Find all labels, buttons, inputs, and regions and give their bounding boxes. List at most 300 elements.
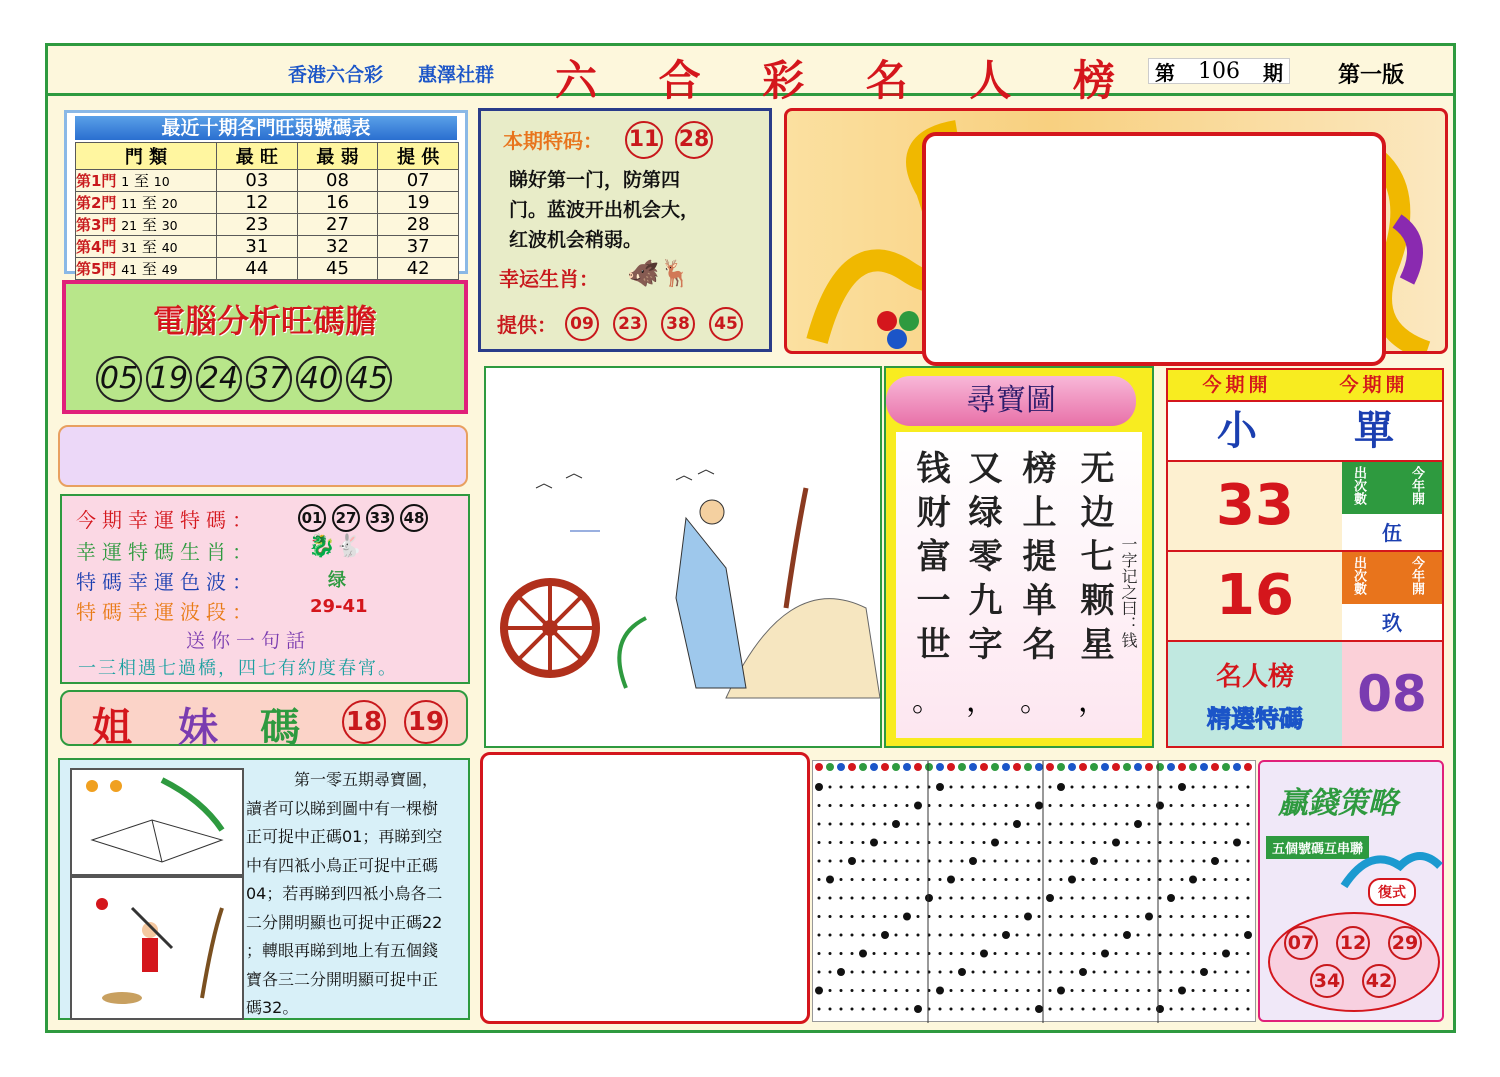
grid-dot bbox=[1236, 823, 1239, 826]
grid-dot bbox=[1093, 897, 1096, 900]
provide-number: 23 bbox=[613, 307, 647, 341]
story-line: 正可捉中正碼01；再睇到空 bbox=[246, 827, 443, 846]
grid-dot bbox=[884, 897, 887, 900]
grid-dot bbox=[837, 968, 845, 976]
grid-dot bbox=[1233, 839, 1241, 847]
grid-dot bbox=[1137, 878, 1140, 881]
open-header-2: 今期開 bbox=[1306, 370, 1442, 402]
grid-dot bbox=[895, 934, 898, 937]
scholar-scene-icon bbox=[486, 368, 880, 746]
strategy-number: 34 bbox=[1310, 964, 1344, 998]
grid-header-dot bbox=[881, 763, 889, 771]
grid-dot bbox=[1049, 934, 1052, 937]
max-cell: 03 bbox=[217, 170, 298, 192]
grid-dot bbox=[1203, 897, 1206, 900]
grid-dot bbox=[873, 878, 876, 881]
grid-dot bbox=[1156, 1005, 1164, 1013]
grid-dot bbox=[1225, 897, 1228, 900]
grid-dot bbox=[1093, 878, 1096, 881]
grid-dot bbox=[895, 952, 898, 955]
title-char: 六 bbox=[555, 56, 598, 105]
grid-dot bbox=[1203, 1008, 1206, 1011]
grid-dot bbox=[1192, 841, 1195, 844]
zodiac-label: 幸运生肖： bbox=[499, 267, 599, 291]
grid-dot bbox=[884, 1008, 887, 1011]
grid-header-dot bbox=[1013, 763, 1021, 771]
grid-dot bbox=[1137, 971, 1140, 974]
grid-dot bbox=[1104, 860, 1107, 863]
grid-header-dot bbox=[826, 763, 834, 771]
grid-header-dot bbox=[1189, 763, 1197, 771]
grid-dot bbox=[950, 786, 953, 789]
grid-dot bbox=[983, 915, 986, 918]
sisters-panel bbox=[60, 690, 468, 751]
grid-dot bbox=[950, 841, 953, 844]
grid-dot bbox=[1016, 841, 1019, 844]
grid-dot bbox=[895, 989, 898, 992]
grid-dot bbox=[994, 860, 997, 863]
story-line: 中有四袛小鳥正可捉中正碼 bbox=[246, 855, 439, 875]
grid-dot bbox=[961, 934, 964, 937]
grid-dot bbox=[1148, 841, 1151, 844]
treasure-poem-area bbox=[896, 432, 1142, 738]
deer-icon: 🦌 bbox=[659, 259, 692, 289]
grid-dot bbox=[950, 934, 953, 937]
grid-dot bbox=[1159, 841, 1162, 844]
grid-dot bbox=[1137, 1008, 1140, 1011]
grid-dot bbox=[1181, 915, 1184, 918]
grid-dot bbox=[1225, 915, 1228, 918]
grid-dot bbox=[1016, 915, 1019, 918]
grid-dot bbox=[1137, 952, 1140, 955]
grid-dot bbox=[917, 934, 920, 937]
grid-dot bbox=[1214, 804, 1217, 807]
grid-dot bbox=[1071, 897, 1074, 900]
grid-dot bbox=[950, 952, 953, 955]
special-number: 28 bbox=[675, 121, 713, 159]
celebrity-subtitle: 精選特碼 bbox=[1207, 705, 1303, 733]
zodiac-animals bbox=[627, 259, 692, 289]
special-line: 红波机会稍弱。 bbox=[509, 229, 643, 251]
grid-dot bbox=[1126, 804, 1129, 807]
grid-header-dot bbox=[1222, 763, 1230, 771]
grid-dot bbox=[994, 989, 997, 992]
grid-dot bbox=[994, 897, 997, 900]
table-row bbox=[76, 258, 459, 280]
give-cell: 28 bbox=[378, 214, 459, 236]
give-cell: 37 bbox=[378, 236, 459, 258]
grid-dot bbox=[1115, 1008, 1118, 1011]
lucky-row1-label: 今期幸運特碼： bbox=[76, 508, 258, 532]
door-label: 第5門 bbox=[76, 260, 117, 278]
grid-dot bbox=[1189, 876, 1197, 884]
lucky-range: 29-41 bbox=[310, 596, 368, 617]
grid-dot bbox=[917, 823, 920, 826]
grid-dot bbox=[961, 915, 964, 918]
title-char: 合 bbox=[658, 56, 701, 105]
grid-header-dot bbox=[1035, 763, 1043, 771]
grid-dot bbox=[1247, 841, 1250, 844]
grid-dot bbox=[851, 878, 854, 881]
grid-dot bbox=[1236, 804, 1239, 807]
grid-dot bbox=[851, 934, 854, 937]
grid-dot bbox=[1123, 931, 1131, 939]
min-cell: 08 bbox=[297, 170, 378, 192]
grid-dot bbox=[1170, 823, 1173, 826]
grid-dot bbox=[829, 934, 832, 937]
grid-dot bbox=[1090, 857, 1098, 865]
grid-dot bbox=[1071, 804, 1074, 807]
grid-dot bbox=[870, 839, 878, 847]
lucky-number: 27 bbox=[332, 504, 360, 532]
grid-dot bbox=[1115, 804, 1118, 807]
grid-dot bbox=[1035, 802, 1043, 810]
grid-dot bbox=[1115, 823, 1118, 826]
grid-dot bbox=[939, 841, 942, 844]
lucky-number: 01 bbox=[298, 504, 326, 532]
grid-dot bbox=[826, 876, 834, 884]
grid-dot bbox=[1082, 878, 1085, 881]
grid-dot bbox=[914, 802, 922, 810]
grid-dot bbox=[1104, 823, 1107, 826]
zodiac-icons bbox=[308, 534, 363, 559]
grid-dot bbox=[829, 786, 832, 789]
grid-dot bbox=[1027, 1008, 1030, 1011]
give-cell: 07 bbox=[378, 170, 459, 192]
grid-dot bbox=[818, 841, 821, 844]
grid-dot bbox=[1247, 1008, 1250, 1011]
grid-dot bbox=[1192, 989, 1195, 992]
treasure-title: 尋寶圖 bbox=[886, 376, 1136, 426]
grid-dot bbox=[1027, 823, 1030, 826]
grid-dot bbox=[884, 971, 887, 974]
grid-dot bbox=[895, 841, 898, 844]
grid-dot bbox=[1178, 783, 1186, 791]
lucky-row3-label: 特碼幸運色波： bbox=[76, 570, 258, 594]
grid-dot bbox=[1236, 915, 1239, 918]
grid-dot bbox=[1005, 897, 1008, 900]
grid-dot bbox=[1203, 934, 1206, 937]
grid-dot bbox=[815, 783, 823, 791]
grid-dot bbox=[840, 934, 843, 937]
grid-dot bbox=[1060, 897, 1063, 900]
story-line: 碼32。 bbox=[246, 998, 299, 1017]
grid-dot bbox=[829, 989, 832, 992]
door-label: 第2門 bbox=[76, 194, 117, 212]
grid-dot bbox=[1159, 897, 1162, 900]
grid-dot bbox=[895, 878, 898, 881]
blank-bottom-box bbox=[480, 752, 810, 1024]
grid-dot bbox=[1159, 934, 1162, 937]
strategy-number: 12 bbox=[1336, 926, 1370, 960]
grid-dot bbox=[862, 989, 865, 992]
grid-dot bbox=[1148, 897, 1151, 900]
grid-dot bbox=[862, 897, 865, 900]
grid-header-dot bbox=[1233, 763, 1241, 771]
grid-dot bbox=[1027, 841, 1030, 844]
grid-dot bbox=[818, 1008, 821, 1011]
lucky-phrase-title: 送你一句話 bbox=[186, 630, 312, 652]
grid-dot bbox=[939, 971, 942, 974]
grid-dot bbox=[1005, 823, 1008, 826]
grid-dot bbox=[862, 934, 865, 937]
grid-dot bbox=[892, 820, 900, 828]
grid-dot bbox=[983, 971, 986, 974]
grid-dot bbox=[1104, 878, 1107, 881]
grid-dot bbox=[1082, 823, 1085, 826]
grid-dot bbox=[1038, 971, 1041, 974]
grid-dot bbox=[1038, 934, 1041, 937]
grid-dot bbox=[961, 804, 964, 807]
special-number: 11 bbox=[625, 121, 663, 159]
count-tag-label: 出次數 bbox=[1351, 556, 1366, 595]
grid-dot bbox=[829, 823, 832, 826]
grid-dot bbox=[917, 915, 920, 918]
grid-dot bbox=[1247, 989, 1250, 992]
grid-dot bbox=[1247, 952, 1250, 955]
provide-label: 提供： bbox=[497, 313, 557, 337]
grid-dot bbox=[818, 971, 821, 974]
grid-dot bbox=[1214, 841, 1217, 844]
grid-dot bbox=[1126, 786, 1129, 789]
story-line: 04；若再睇到四袛小鳥各二 bbox=[246, 884, 443, 903]
grid-dot bbox=[994, 952, 997, 955]
grid-dot bbox=[1203, 989, 1206, 992]
range-from: 41 bbox=[121, 262, 138, 277]
grid-dot bbox=[1112, 839, 1120, 847]
riddle-illustration bbox=[484, 366, 882, 748]
grid-dot bbox=[1170, 804, 1173, 807]
story-text bbox=[246, 766, 470, 1023]
grid-dot bbox=[818, 860, 821, 863]
grid-dot bbox=[1181, 1008, 1184, 1011]
grid-dot bbox=[873, 971, 876, 974]
grid-header-dot bbox=[1112, 763, 1120, 771]
grid-dot bbox=[906, 878, 909, 881]
grid-dot bbox=[1148, 786, 1151, 789]
grid-header-dot bbox=[1134, 763, 1142, 771]
grid-dot bbox=[1068, 876, 1076, 884]
grid-dot bbox=[1060, 804, 1063, 807]
grid-dot bbox=[840, 860, 843, 863]
grid-dot bbox=[1170, 952, 1173, 955]
grid-dot bbox=[961, 1008, 964, 1011]
grid-dot bbox=[895, 915, 898, 918]
grid-dot bbox=[1181, 878, 1184, 881]
grid-dot bbox=[873, 860, 876, 863]
grid-dot bbox=[1082, 1008, 1085, 1011]
grid-dot bbox=[1236, 1008, 1239, 1011]
poem-punct: ， bbox=[1078, 684, 1108, 719]
range-to: 40 bbox=[161, 240, 178, 255]
grid-dot bbox=[1214, 897, 1217, 900]
min-cell: 16 bbox=[297, 192, 378, 214]
grid-dot bbox=[873, 897, 876, 900]
grid-dot bbox=[895, 897, 898, 900]
grid-dot bbox=[1104, 841, 1107, 844]
grid-dot bbox=[829, 915, 832, 918]
grid-dot bbox=[862, 841, 865, 844]
grid-dot bbox=[859, 950, 867, 958]
strategy-numbers bbox=[1268, 912, 1440, 1012]
poem-side-note: 一字记之曰：钱 bbox=[1119, 536, 1138, 648]
grid-dot bbox=[1104, 934, 1107, 937]
grid-dot bbox=[994, 971, 997, 974]
grid-dot bbox=[906, 823, 909, 826]
grid-header-dot bbox=[1101, 763, 1109, 771]
grid-dot bbox=[840, 897, 843, 900]
grid-dot bbox=[1027, 934, 1030, 937]
grid-dot bbox=[1060, 971, 1063, 974]
grid-dot bbox=[1134, 820, 1142, 828]
grid-header-dot bbox=[870, 763, 878, 771]
grid-dot bbox=[936, 987, 944, 995]
grid-dot bbox=[1181, 823, 1184, 826]
grid-dot bbox=[1225, 971, 1228, 974]
book-icon bbox=[72, 770, 238, 870]
grid-dot bbox=[862, 878, 865, 881]
grid-dot bbox=[1060, 934, 1063, 937]
grid-dot bbox=[1005, 786, 1008, 789]
big-number-1: 33 bbox=[1168, 462, 1344, 552]
poem-punct: ， bbox=[966, 684, 996, 719]
table-row bbox=[76, 236, 459, 258]
grid-dot bbox=[829, 897, 832, 900]
grid-dot bbox=[840, 989, 843, 992]
grid-header-dot bbox=[1156, 763, 1164, 771]
grid-dot bbox=[1024, 913, 1032, 921]
grid-dot bbox=[1093, 934, 1096, 937]
grid-dot bbox=[1126, 952, 1129, 955]
grid-dot bbox=[1126, 841, 1129, 844]
grid-dot bbox=[1101, 950, 1109, 958]
grid-dot bbox=[1170, 786, 1173, 789]
grid-dot bbox=[972, 971, 975, 974]
grid-dot bbox=[1027, 971, 1030, 974]
grid-header-dot bbox=[859, 763, 867, 771]
range-to-label: 至 bbox=[141, 238, 157, 256]
grid-dot bbox=[1016, 934, 1019, 937]
grid-dot bbox=[895, 786, 898, 789]
grid-dot bbox=[1082, 860, 1085, 863]
grid-dot bbox=[884, 786, 887, 789]
range-to-label: 至 bbox=[133, 172, 149, 190]
grid-dot bbox=[1225, 860, 1228, 863]
grid-dot bbox=[829, 971, 832, 974]
grid-dot bbox=[983, 1008, 986, 1011]
grid-dot bbox=[980, 950, 988, 958]
grid-dot bbox=[925, 894, 933, 902]
grid-header-dot bbox=[1057, 763, 1065, 771]
grid-dot bbox=[1016, 897, 1019, 900]
grid-dot bbox=[1049, 860, 1052, 863]
grid-dot bbox=[1214, 878, 1217, 881]
grid-dot bbox=[1093, 915, 1096, 918]
sisters-number: 18 bbox=[342, 700, 386, 744]
grid-dot bbox=[994, 934, 997, 937]
grid-dot bbox=[1126, 989, 1129, 992]
sisters-char: 妹 bbox=[178, 705, 218, 751]
grid-dot bbox=[1170, 841, 1173, 844]
grid-dot bbox=[1126, 915, 1129, 918]
title-char: 彩 bbox=[762, 56, 805, 105]
blank-banner bbox=[58, 425, 468, 487]
grid-dot bbox=[1060, 841, 1063, 844]
issue-number: 106 bbox=[1198, 58, 1240, 84]
grid-dot bbox=[1104, 897, 1107, 900]
grid-header-dot bbox=[837, 763, 845, 771]
grid-dot bbox=[829, 1008, 832, 1011]
grid-dot bbox=[884, 804, 887, 807]
grid-dot bbox=[1082, 934, 1085, 937]
door-label: 第4門 bbox=[76, 238, 117, 256]
grid-dot bbox=[884, 952, 887, 955]
grid-dot bbox=[983, 878, 986, 881]
grid-dot bbox=[1137, 989, 1140, 992]
grid-header-dot bbox=[1211, 763, 1219, 771]
poem-column: 无边七颗星 bbox=[1074, 450, 1114, 670]
grid-dot bbox=[851, 786, 854, 789]
grid-dot bbox=[1016, 878, 1019, 881]
grid-dot bbox=[884, 841, 887, 844]
grid-dot bbox=[1038, 786, 1041, 789]
grid-dot bbox=[884, 860, 887, 863]
grid-dot bbox=[1038, 915, 1041, 918]
grid-dot bbox=[1159, 786, 1162, 789]
grid-dot bbox=[1126, 897, 1129, 900]
grid-dot bbox=[1082, 786, 1085, 789]
strategy-title: 贏錢策略 bbox=[1278, 786, 1398, 821]
grid-dot bbox=[1236, 952, 1239, 955]
grid-dot bbox=[1093, 786, 1096, 789]
grid-dot bbox=[818, 952, 821, 955]
max-cell: 44 bbox=[217, 258, 298, 280]
count-tag-label: 今年開 bbox=[1409, 466, 1424, 505]
min-cell: 32 bbox=[297, 236, 378, 258]
strategy-number: 07 bbox=[1284, 926, 1318, 960]
grid-dot bbox=[873, 823, 876, 826]
grid-dot bbox=[906, 934, 909, 937]
grid-dot bbox=[1049, 915, 1052, 918]
grid-dot bbox=[1071, 841, 1074, 844]
strategy-panel bbox=[1258, 760, 1444, 1022]
grid-dot bbox=[840, 915, 843, 918]
grid-dot bbox=[1038, 841, 1041, 844]
grid-dot bbox=[1016, 786, 1019, 789]
grid-dot bbox=[1247, 804, 1250, 807]
lucky-row1-numbers bbox=[298, 504, 428, 532]
special-text bbox=[509, 165, 699, 255]
grid-header-dot bbox=[991, 763, 999, 771]
grid-dot bbox=[873, 952, 876, 955]
grid-dot bbox=[862, 804, 865, 807]
grid-dot bbox=[994, 915, 997, 918]
grid-dot bbox=[1038, 989, 1041, 992]
grid-dot bbox=[950, 971, 953, 974]
grid-header-dot bbox=[1024, 763, 1032, 771]
grid-dot bbox=[1181, 971, 1184, 974]
grid-dot bbox=[895, 804, 898, 807]
grid-header-dot bbox=[892, 763, 900, 771]
grid-dot bbox=[1071, 823, 1074, 826]
grid-dot bbox=[1016, 989, 1019, 992]
grid-dot bbox=[1093, 989, 1096, 992]
grid-dot bbox=[961, 841, 964, 844]
grid-dot bbox=[994, 878, 997, 881]
main-title bbox=[555, 48, 1115, 105]
grid-dot bbox=[917, 860, 920, 863]
grid-dot bbox=[1192, 823, 1195, 826]
